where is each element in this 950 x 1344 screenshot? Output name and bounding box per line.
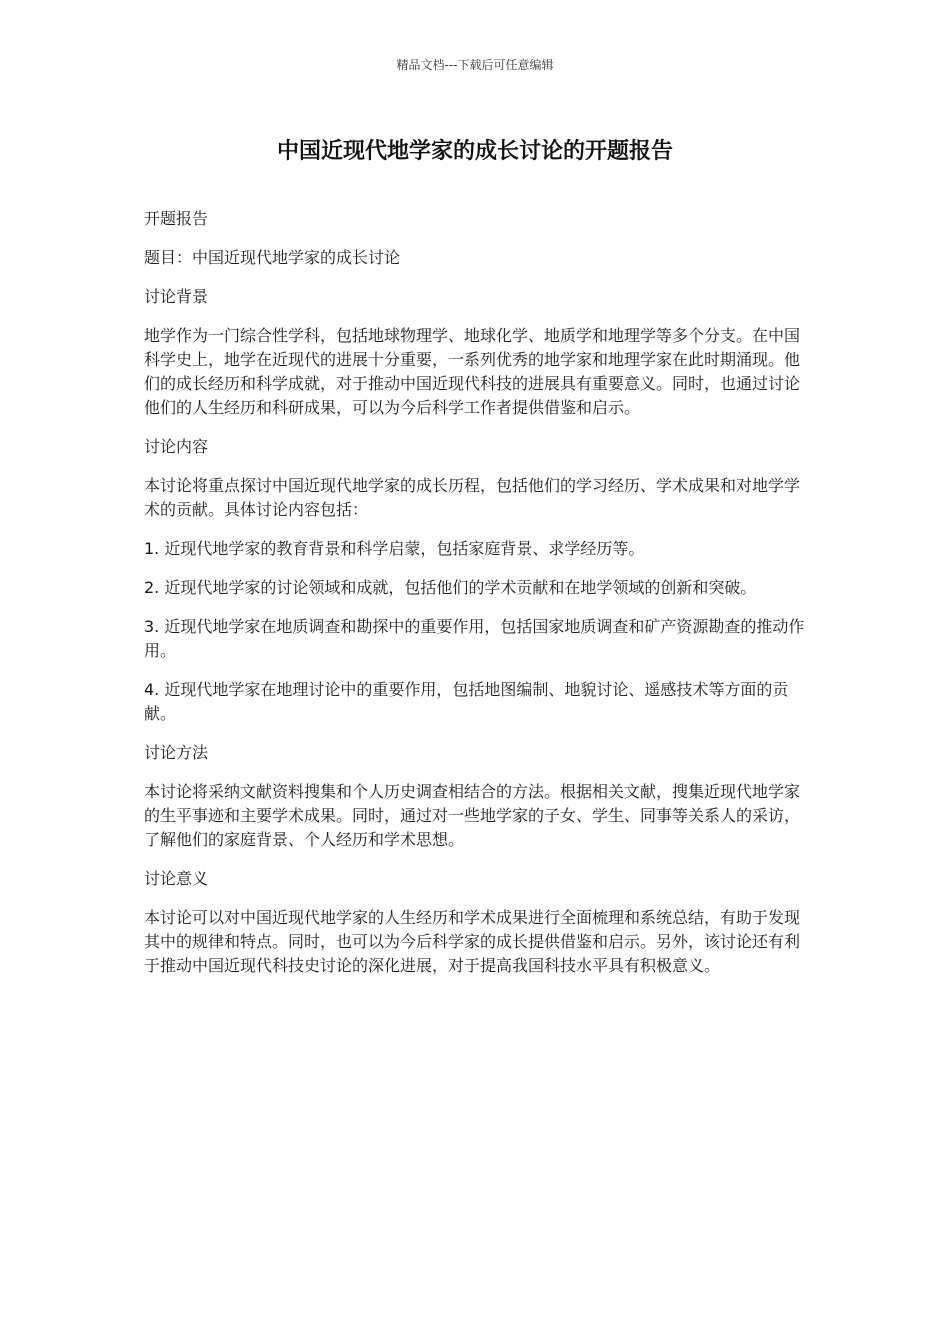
- list-item-1: 1. 近现代地学家的教育背景和科学启蒙，包括家庭背景、求学经历等。: [144, 539, 645, 558]
- paragraph-method: 本讨论将采纳文献资料搜集和个人历史调查相结合的方法。根据相关文献，搜集近现代地学家的生平事迹和主要学术成果。同时，通过对一些地学家的子女、学生、同事等关系人的采访，了解他们的家庭背景、个人经历和学术思想。: [144, 782, 801, 849]
- section-label-proposal: 开题报告: [144, 209, 209, 228]
- heading-background: 讨论背景: [144, 287, 209, 306]
- paragraph-content-intro: 本讨论将重点探讨中国近现代地学家的成长历程，包括他们的学习经历、学术成果和对地学学术的贡献。具体讨论内容包括：: [144, 476, 801, 519]
- paragraph-background: 地学作为一门综合性学科，包括地球物理学、地球化学、地质学和地理学等多个分支。在中国科学史上，地学在近现代的进展十分重要，一系列优秀的地学家和地理学家在此时期涌现。他们的成长经历和科学成就，对于推动中国近现代科技的进展具有重要意义。同时，也通过讨论他们的人生经历和科研成果，可以为今后科学工作者提供借鉴和启示。: [144, 326, 801, 417]
- page-header-note: 精品文档---下载后可任意编辑: [396, 58, 554, 72]
- list-item-3: 3. 近现代地学家在地质调查和勘探中的重要作用，包括国家地质调查和矿产资源勘查的推动作用。: [144, 617, 805, 660]
- heading-method: 讨论方法: [144, 743, 209, 762]
- document-body: [144, 207, 814, 993]
- topic-line: 题目：中国近现代地学家的成长讨论: [144, 248, 401, 267]
- paragraph-significance: 本讨论可以对中国近现代地学家的人生经历和学术成果进行全面梳理和系统总结，有助于发现其中的规律和特点。同时，也可以为今后科学家的成长提供借鉴和启示。另外，该讨论还有利于推动中国近现代科技史讨论的深化进展，对于提高我国科技水平具有积极意义。: [144, 908, 801, 975]
- document-title: 中国近现代地学家的成长讨论的开题报告: [276, 139, 673, 164]
- list-item-2: 2. 近现代地学家的讨论领域和成就，包括他们的学术贡献和在地学领域的创新和突破。: [144, 578, 757, 597]
- heading-content: 讨论内容: [144, 437, 209, 456]
- list-item-4: 4. 近现代地学家在地理讨论中的重要作用，包括地图编制、地貌讨论、遥感技术等方面的贡献。: [144, 680, 789, 723]
- heading-significance: 讨论意义: [144, 869, 209, 888]
